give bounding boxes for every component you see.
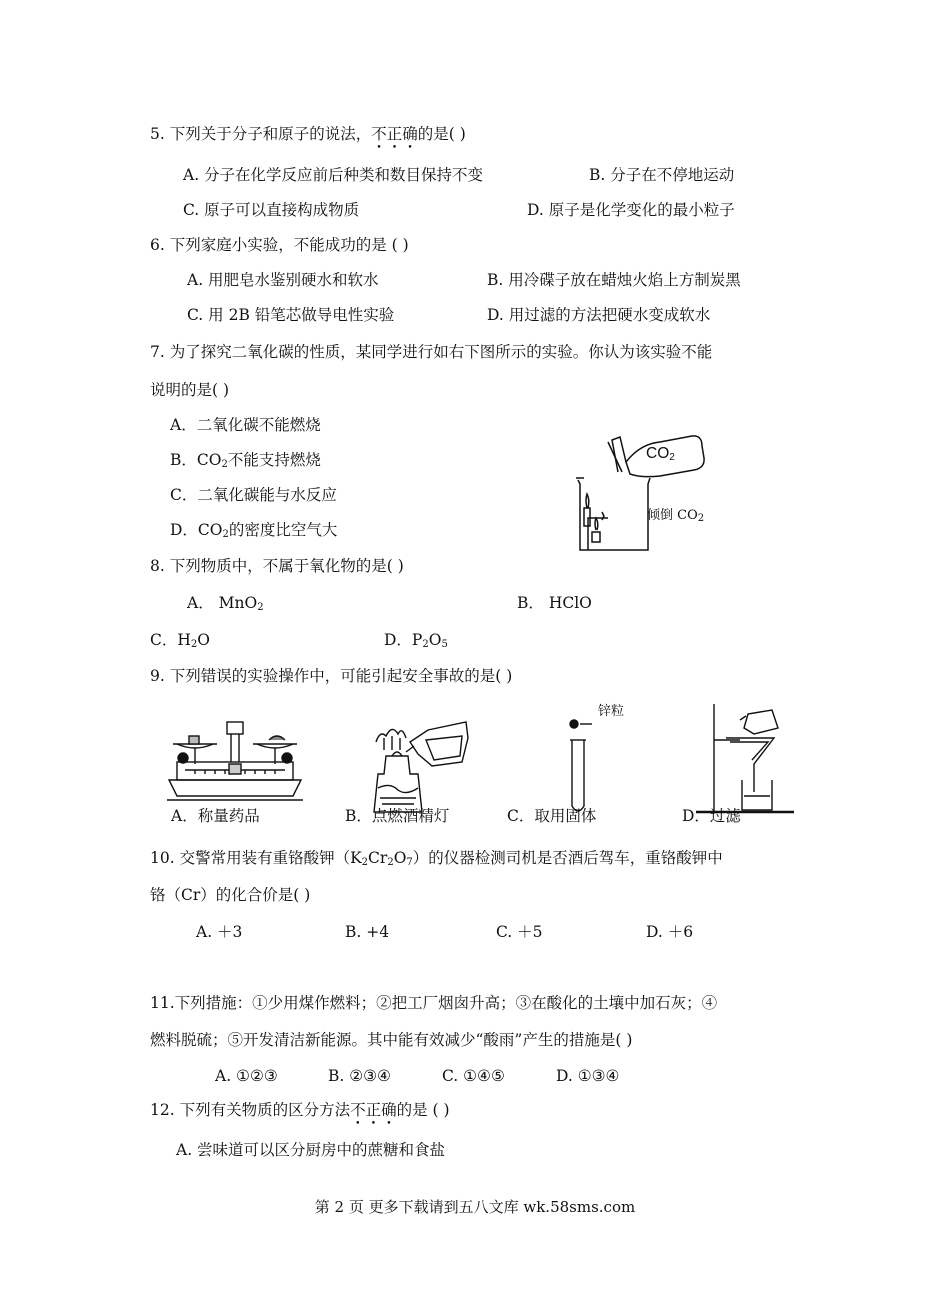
q9-stem: 9. 下列错误的实验操作中，可能引起安全事故的是( ) [150,667,513,685]
q8-option-d: D．$P_2O_5$ [384,631,448,650]
q12-stem: 12. 下列有关物质的区分方法不正确的是 ( ) [150,1101,450,1119]
q6-stem: 6. 下列家庭小实验，不能成功的是 ( ) [150,236,409,254]
q11-option-b: B. ②③④ [328,1067,391,1085]
co2-bottle-label: $CO_2$ [646,445,675,463]
q6-option-b: B. 用冷碟子放在蜡烛火焰上方制炭黑 [487,271,741,289]
q6-option-c: C. 用 2B 铅笔芯做导电性实验 [187,306,395,324]
q9-option-c: C．取用固体 [507,807,597,825]
q5-option-c: C. 原子可以直接构成物质 [183,201,360,219]
q5-stem: 5. 下列关于分子和原子的说法，不正确的是( ) [150,125,466,143]
q8-option-b: B． HClO [517,594,592,612]
q7-option-b: B．$CO_2$不能支持燃烧 [170,451,321,470]
q7-option-c: C．二氧化碳能与水反应 [170,486,337,504]
q10-option-a: A. ＋3 [196,923,243,941]
q10-option-c: C. ＋5 [496,923,543,941]
q10-stem-line1: 10. 交警常用装有重铬酸钾$(K_2Cr_2O_7)$的仪器检测司机是否酒后驾车，重铬酸钾中 [150,849,723,868]
emphasis-char: 不 [350,1101,366,1119]
balance-scale-figure [165,718,305,818]
q8-option-a: A． MnO$_2$ [187,594,264,613]
q9-option-b: B．点燃酒精灯 [345,807,450,825]
q5-option-d: D. 原子是化学变化的最小粒子 [527,201,735,219]
q7-option-a: A．二氧化碳不能燃烧 [170,416,321,434]
zinc-label: 锌粒 [598,704,625,719]
q10-option-d: D. ＋6 [646,923,694,941]
test-tube-figure [562,714,602,818]
q9-option-a: A．称量药品 [171,807,260,825]
emphasis-char: 确 [381,1101,397,1119]
q8-stem: 8. 下列物质中，不属于氧化物的是( ) [150,557,404,575]
q11-stem-line1: 11.下列措施：①少用煤作燃料；②把工厂烟囱升高；③在酸化的土壤中加石灰；④ [150,994,718,1012]
q8-option-c: C．$H_2O$ [150,631,210,650]
q10-stem-line2: 铬（Cr）的化合价是( ) [150,886,311,904]
page-footer: 第 2 页 更多下载请到五八文库 wk.58sms.com [314,1198,636,1216]
q6-option-a: A. 用肥皂水鉴别硬水和软水 [187,271,379,289]
q9-option-d: D．过滤 [682,807,741,825]
q7-stem-line1: 7. 为了探究二氧化碳的性质，某同学进行如右下图所示的实验。你认为该实验不能 [150,343,713,361]
q5-option-b: B. 分子在不停地运动 [589,166,735,184]
q10-option-b: B. +4 [345,923,390,941]
q7-stem-line2: 说明的是( ) [150,381,230,399]
filtration-figure [690,700,800,818]
q11-stem-line2: 燃料脱硫；⑤开发清洁新能源。其中能有效减少“酸雨”产生的措施是( ) [150,1031,633,1049]
q7-option-d: D．$CO_2$的密度比空气大 [170,521,338,540]
emphasis-char: 正 [386,125,403,143]
co2-experiment-figure [560,432,720,557]
emphasis-char: 不 [371,125,387,143]
q11-option-a: A. ①②③ [215,1067,278,1085]
emphasis-char: 正 [365,1101,382,1119]
q6-option-d: D. 用过滤的方法把硬水变成软水 [487,306,711,324]
q12-option-a: A. 尝味道可以区分厨房中的蔗糖和食盐 [176,1141,446,1159]
alcohol-lamp-figure [370,716,480,816]
q11-option-d: D. ①③④ [556,1067,620,1085]
emphasis-char: 确 [402,125,418,143]
co2-figure-caption: 倾倒 $CO_2$ [647,508,705,524]
q5-option-a: A. 分子在化学反应前后种类和数目保持不变 [183,166,484,184]
q11-option-c: C. ①④⑤ [442,1067,505,1085]
